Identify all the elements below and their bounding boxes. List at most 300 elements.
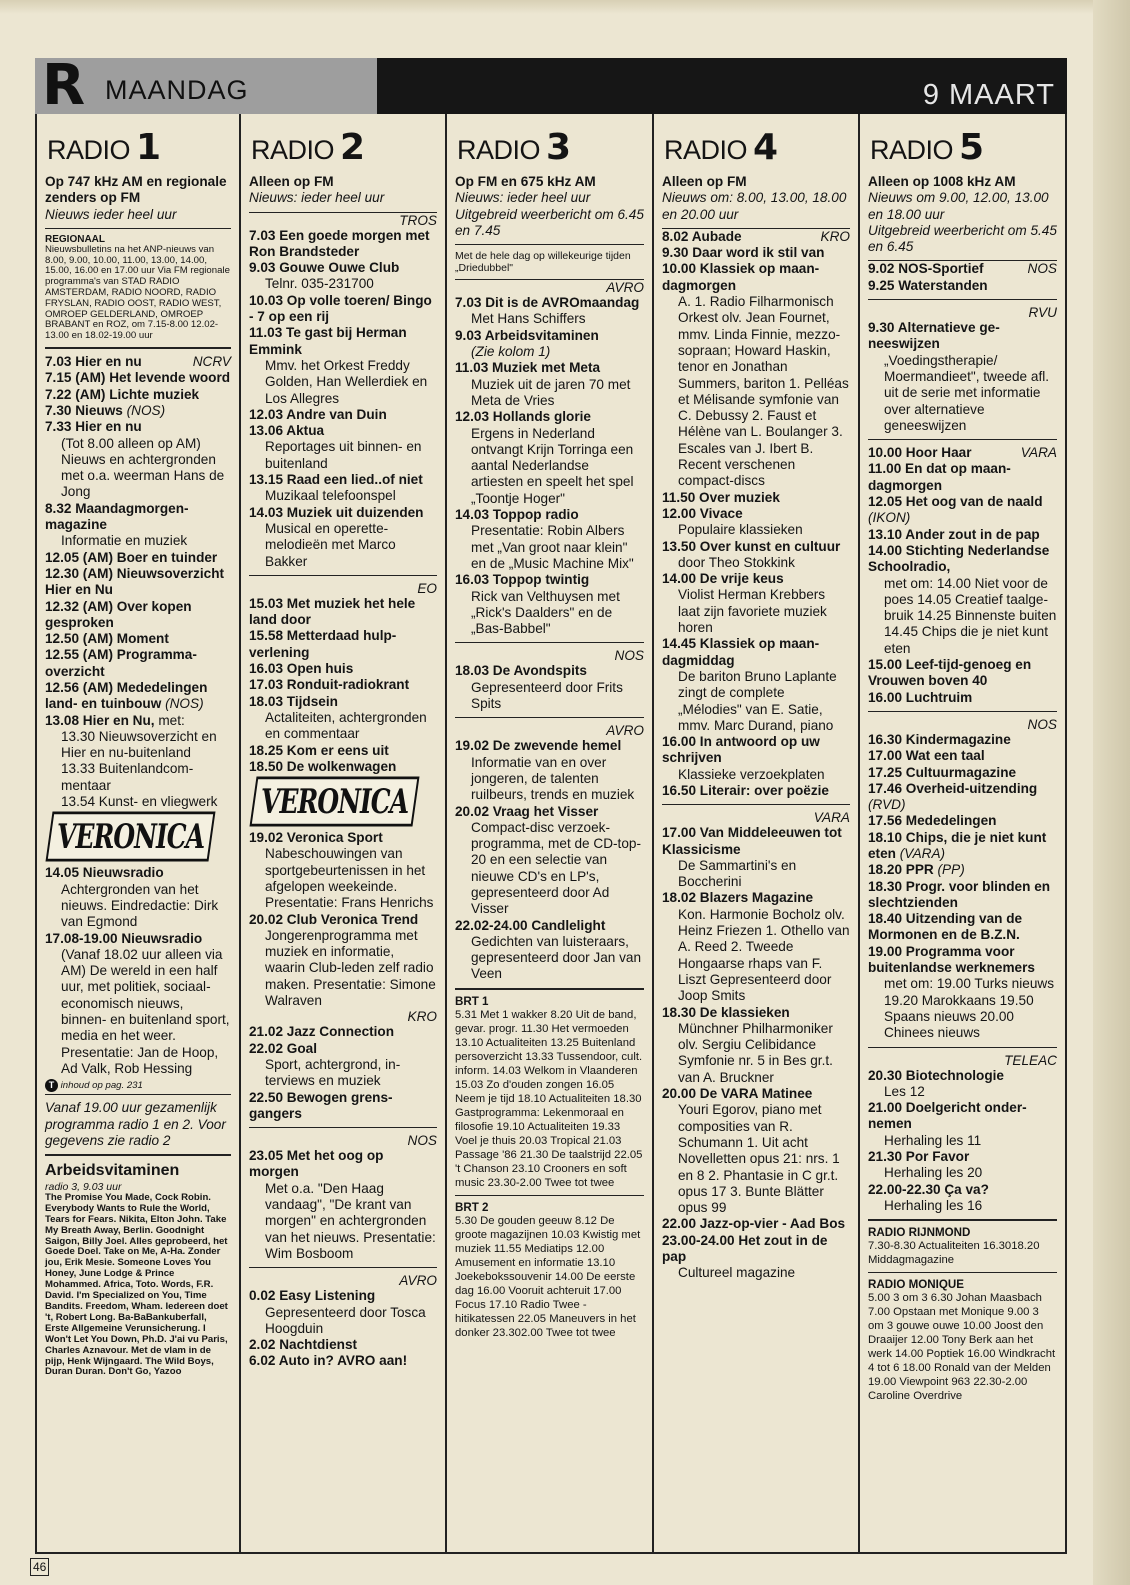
- program-item: [868, 494, 1057, 527]
- program-title: 21.02 Jazz Connection: [249, 1024, 395, 1040]
- radio-3-driedubbel-note: Met de hele dag op willekeurige tijden „Driedubbel": [455, 250, 631, 275]
- radio-5-frequency: Alleen op 1008 kHz AM: [868, 174, 1016, 189]
- program-item: [868, 527, 1057, 543]
- divider: [455, 717, 644, 718]
- program-item: [249, 1090, 437, 1123]
- radio-3-news-note: Nieuws: ieder heel uur: [455, 190, 591, 206]
- program-item: [45, 647, 231, 680]
- program-title: 17.00 Van Middeleeuwen tot Klassicisme: [662, 825, 842, 857]
- program-item: [662, 571, 850, 587]
- broadcaster-tag: TROS: [399, 212, 437, 228]
- rijnmond-heading: RADIO RIJNMOND: [868, 1226, 971, 1240]
- header-right-band: [377, 58, 1067, 114]
- program-title: 18.40 Uitzending van de Mormonen en de B.Z.N.: [868, 911, 1023, 943]
- program-item: [662, 506, 850, 522]
- divider: [45, 1154, 231, 1156]
- program-title: 15.58 Metterdaad hulpverlening: [249, 628, 397, 660]
- program-item: [455, 804, 644, 820]
- program-item: [868, 765, 1057, 781]
- program-title: 9.30 Daar word ik stil van: [662, 245, 825, 261]
- monique-heading: RADIO MONIQUE: [868, 1278, 964, 1292]
- program-title: 7.03 Dit is de AVROmaandag: [455, 295, 640, 311]
- program-title: 12.50 (AM) Moment: [45, 631, 169, 647]
- program-description: Herhaling les 16: [884, 1197, 983, 1213]
- broadcaster-tag: EO: [417, 580, 437, 596]
- radio-1-schedule: [45, 354, 231, 729]
- radio-4-schedule: [662, 229, 850, 1282]
- program-item: [868, 690, 1057, 706]
- program-item: [249, 596, 437, 629]
- program-title: 6.02 Auto in? AVRO aan!: [249, 1353, 408, 1369]
- program-description: Münchner Philharmoniker olv. Sergiu Celibidance Symfonie nr. 5 in Bes gr.t. van A. Bruckner: [678, 1020, 833, 1085]
- program-title: 18.10 Chips, die je niet kunt eten: [868, 829, 1047, 861]
- program-description: Ergens in Nederland ontvangt Krijn Torringa een aantal Nederlandse artiesten en speelt het spel „Toontje Hoger": [471, 425, 634, 506]
- divider: [455, 1195, 644, 1196]
- program-item: [249, 228, 437, 261]
- column-radio-3: [447, 114, 652, 1554]
- program-item: [249, 628, 437, 661]
- broadcaster-tag: VARA: [813, 810, 850, 826]
- program-item: [868, 879, 1057, 912]
- page-right-edge: [1093, 0, 1130, 1585]
- program-title: 22.02 Goal: [249, 1040, 318, 1056]
- radio-1-schedule-veronica: [45, 865, 231, 1077]
- program-item: [868, 862, 1057, 878]
- program-title: 16.03 Open huis: [249, 661, 354, 677]
- program-title: 17.03 Ronduit-radiokrant: [249, 677, 410, 693]
- program-title: 14.05 Nieuwsradio: [45, 865, 164, 881]
- regionaal-text: Nieuwsbulletins na het ANP-nieuws van 8.00, 9.00, 10.00, 11.00, 13.00, 14.00, 15.00, 16.00 en 17.00 uur Via FM regionale programma's van STAD RADIO AMSTERDAM, RADIO NOORD, RADIO FRYSLAN, RADIO OOST, RADIO WEST, OMROEP GELDERLAND, OMROEP BRABANT en ROZ, om 7.15-8.00 12.02-13.00 en 18.02-19.00 uur: [45, 243, 230, 342]
- program-description: Achtergronden van het nieuws. Eindredactie: Dirk van Egmond: [61, 881, 219, 930]
- program-item: [868, 813, 1057, 829]
- program-item: [249, 505, 437, 521]
- program-title: 11.00 En dat op maandagmorgen: [868, 461, 1011, 493]
- program-title: 23.05 Met het oog op morgen: [249, 1148, 384, 1180]
- program-title: 7.03 Een goede morgen met Ron Brandsteder: [249, 227, 430, 259]
- program-title: 9.03 Gouwe Ouwe Club: [249, 260, 400, 276]
- program-item: [662, 825, 850, 858]
- program-title: 12.56 (AM) Mededelingen land- en tuinbouw: [45, 680, 208, 712]
- program-item: [249, 423, 437, 439]
- program-title: 21.30 Por Favor: [868, 1149, 970, 1165]
- program-item: [455, 409, 644, 425]
- broadcaster-tag: AVRO: [606, 280, 644, 296]
- program-title: 18.20 PPR: [868, 862, 934, 878]
- arbeidsvitaminen-playlist: The Promise You Made, Cock Robin. Everybody Wants to Rule the World, Tears for Fears. Nikita, Elton John. Take My Breath Away, Berlin. Goodnight Saigon, Billy Joel. Alles geprobeerd, het Goede Doel. Take on Me, A-Ha. Zonder jou, Erik Mesie. Someone Loves You Honey, June Lodge & Prince Mohammed. Africa, Toto. Words, F.R. David. I'm Specialized on You, Time Bandits. Freedom, Wham. Iedereen doet 't, Robert Long. Ba-BaBankuberfall, Erste Allgemeine Verunsicherung. I Won't Let You Down, Ph.D. J'ai vu Paris, Charles Aznavour. Met de vlam in de pijp, Henk Wijngaard. The Wild Boys, Duran Duran. Don't Go, Yazoo: [45, 1191, 228, 1378]
- program-title: 15.03 Met muziek het hele land door: [249, 595, 416, 628]
- program-title: 19.02 Veronica Sport: [249, 830, 383, 846]
- program-item: [45, 387, 231, 403]
- program-item: [45, 550, 231, 566]
- program-item: [868, 261, 1057, 277]
- program-title: 7.22 (AM) Lichte muziek: [45, 386, 200, 402]
- program-description: Actaliteiten, achtergronden en commentaar: [265, 709, 427, 742]
- page-header: [35, 53, 1067, 118]
- program-item: [662, 783, 850, 799]
- program-item: [249, 1288, 437, 1304]
- radio-1-title: RADIO 1: [47, 127, 161, 168]
- program-item: [249, 1353, 437, 1369]
- program-description: Klassieke verzoekplaten: [678, 766, 825, 782]
- radio-1-news-note: Nieuws ieder heel uur: [45, 206, 177, 222]
- program-title: 15.00 Leef-tijd-genoeg en Vrouwen boven 40: [868, 657, 1032, 689]
- program-title: 7.15 (AM) Het levende woord: [45, 370, 231, 386]
- program-description: met om: 14.00 Niet voor de poes 14.05 Creatief taalgebruik 14.25 Binnenste buiten 14.45 Chips die je niet kunt eten: [884, 575, 1057, 656]
- radio-5-title: RADIO 5: [870, 127, 984, 168]
- program-item: [455, 507, 644, 523]
- program-title: 16.50 Literair: over poëzie: [662, 782, 829, 798]
- program-title: 18.03 Tijdsein: [249, 693, 338, 709]
- program-title: 7.03 Hier en nu: [45, 354, 142, 370]
- program-item: [45, 566, 231, 599]
- radio-4-frequency: Alleen op FM: [662, 174, 747, 189]
- program-title: 14.03 Muziek uit duizenden: [249, 504, 424, 520]
- program-item: [662, 734, 850, 767]
- program-title: 13.06 Aktua: [249, 423, 325, 439]
- program-title: 19.02 De zwevende hemel: [455, 738, 622, 754]
- program-item: [249, 1024, 437, 1040]
- program-item: [249, 830, 437, 846]
- program-item: [662, 1233, 850, 1266]
- radio-3-weather-note: Uitgebreid weerbericht om 6.45 en 7.45: [455, 206, 644, 238]
- program-item: [662, 890, 850, 906]
- program-description: „Voedingstherapie/ Moermandieet", tweede afl. uit de serie met informatie over alternatieve geneeswijzen: [884, 352, 1050, 433]
- program-title: 18.25 Kom er eens uit: [249, 742, 389, 758]
- program-item: [868, 748, 1057, 764]
- program-title: 19.00 Programma voor buitenlandse werknemers: [868, 943, 1035, 976]
- program-item: [45, 631, 231, 647]
- radio-2-news-note: Nieuws: ieder heel uur: [249, 190, 385, 206]
- program-item: [45, 419, 231, 435]
- program-item: [45, 501, 231, 534]
- program-title: 20.02 Club Veronica Trend: [249, 911, 419, 927]
- program-description: Populaire klassieken: [678, 522, 803, 538]
- divider: [868, 299, 1057, 300]
- program-item: [455, 360, 644, 376]
- program-item: [249, 694, 437, 710]
- program-title: 17.00 Wat een taal: [868, 748, 985, 764]
- divider: [45, 228, 231, 229]
- program-title: 9.30 Alternatieve geneeswijzen: [868, 320, 1000, 352]
- program-item: [662, 1005, 850, 1021]
- radio-2-title: RADIO 2: [251, 127, 365, 168]
- program-title: 18.03 De Avondspits: [455, 663, 587, 679]
- program-title: 14.45 Klassiek op maandagmiddag: [662, 636, 820, 668]
- program-item: [662, 636, 850, 669]
- program-description: Violist Herman Krebbers laat zijn favoriete muziek horen: [678, 587, 827, 636]
- program-description: Reportages uit binnen- en buitenland: [265, 439, 422, 471]
- radio-5-weather-note: Uitgebreid weerbericht om 5.45 en 6.45: [868, 222, 1057, 255]
- arbeidsvitaminen-title: Arbeidsvitaminen: [45, 1162, 180, 1180]
- program-title: 13.50 Over kunst en cultuur: [662, 538, 841, 554]
- monique-schedule: 5.00 3 om 3 6.30 Johan Maasbach 7.00 Opstaan met Monique 9.00 3 om 3 gouwe ouwe 10.00 Joost den Draaijer 12.00 Tony Berk aan het werk 14.00 Poptiek 16.00 Windkracht 4 tot 6 18.00 Ronald van der Melden 19.00 Viewpoint 963 22.30-2.00 Caroline Overdrive: [868, 1292, 1056, 1403]
- program-title: 10.03 Op volle toeren/ Bingo - 7 op een rij: [249, 292, 432, 325]
- program-title: 13.15 Raad een lied..of niet: [249, 472, 423, 488]
- broadcaster-tag: NOS: [1027, 261, 1057, 277]
- program-item: [455, 295, 644, 311]
- program-title: 18.30 De klassieken: [662, 1004, 790, 1020]
- program-item: [45, 370, 231, 386]
- program-item: [45, 403, 231, 419]
- program-title: 14.00 De vrije keus: [662, 571, 784, 587]
- program-subitem: 13.33 Buitenlandcommentaar: [61, 761, 194, 793]
- regionaal-heading: REGIONAAL: [45, 233, 105, 245]
- program-title: 16.00 Luchtruim: [868, 689, 973, 705]
- program-broadcaster: (IKON): [868, 510, 911, 526]
- divider: [868, 711, 1057, 712]
- program-item: [249, 472, 437, 488]
- program-title: 20.00 De VARA Matinee: [662, 1086, 813, 1102]
- program-title: 11.03 Te gast bij Herman Emmink: [249, 325, 407, 357]
- divider: [455, 988, 644, 990]
- program-title: 12.30 (AM) Nieuwsoverzicht Hier en Nu: [45, 565, 225, 598]
- program-description: Mmv. het Orkest Freddy Golden, Han Wellerdiek en Los Allegres: [265, 357, 428, 406]
- page-top-edge: [0, 0, 1093, 14]
- program-title: 10.00 Hoor Haar: [868, 445, 972, 461]
- program-description: De bariton Bruno Laplante zingt de complete „Mélodies" van E. Satie, mmv. Marc Durand, piano: [678, 668, 837, 733]
- brt2-schedule: 5.30 De gouden geeuw 8.12 De groote magazijnen 10.03 Kwistig met muziek 11.55 Mediatips 12.00 Amusement en informatie 13.10 Joekebokssouvenir 14.00 De eerste dag 16.00 Vooruit achteruit 17.00 Focus 17.10 Radio Twee - hitikatessen 22.05 Maneuvers in het donker 23.302.00 Twee tot twee: [455, 1214, 641, 1339]
- program-title: 0.02 Easy Listening: [249, 1288, 376, 1304]
- program-item: [868, 445, 1057, 461]
- program-item: [249, 407, 437, 423]
- program-item: [455, 328, 644, 344]
- program-title: 9.03 Arbeidsvitaminen: [455, 327, 599, 343]
- program-description: Sport, achtergrond, interviews en muziek: [265, 1056, 401, 1089]
- program-item: [868, 911, 1057, 944]
- program-title: 12.03 Hollands glorie: [455, 409, 591, 425]
- program-description: Presentatie: Robin Albers met „Van groot naar klein" en de „Music Machine Mix": [471, 523, 634, 571]
- divider: [868, 1047, 1057, 1048]
- program-title: 17.46 Overheid-uitzending: [868, 780, 1038, 796]
- program-title: 9.02 NOS-Sportief: [868, 261, 984, 277]
- program-description: (Zie kolom 1): [471, 344, 551, 360]
- program-broadcaster: (VARA): [899, 845, 946, 861]
- program-title: 22.02-24.00 Candlelight: [455, 917, 606, 933]
- program-title: 12.05 (AM) Boer en tuinder: [45, 549, 218, 565]
- divider: [868, 1272, 1057, 1273]
- program-item: [868, 732, 1057, 748]
- program-broadcaster: (PP): [937, 862, 965, 878]
- t-icon: T: [45, 1079, 58, 1092]
- program-title: 13.08 Hier en Nu,: [45, 712, 155, 728]
- program-item: [249, 912, 437, 928]
- program-title: 7.33 Hier en nu: [45, 419, 142, 435]
- program-item: [868, 657, 1057, 690]
- program-description: door Theo Stokkink: [678, 554, 795, 570]
- program-item: [662, 1216, 850, 1232]
- program-description: Herhaling les 11: [884, 1132, 982, 1148]
- program-title: 8.32 Maandagmorgenmagazine: [45, 500, 189, 533]
- rijnmond-schedule: 7.30-8.30 Actualiteiten 16.3018.20 Middagmagazine: [868, 1240, 1040, 1267]
- program-title: 14.03 Toppop radio: [455, 507, 579, 523]
- column-radio-5: [860, 114, 1065, 1554]
- program-title: 17.56 Mededelingen: [868, 813, 997, 829]
- program-item: [868, 1149, 1057, 1165]
- divider: [662, 804, 850, 805]
- header-date: 9 MAART: [922, 79, 1055, 111]
- program-title: 23.00-24.00 Het zout in de pap: [662, 1232, 828, 1264]
- program-title: 16.00 In antwoord op uw schrijven: [662, 734, 820, 766]
- header-left-band: [35, 53, 377, 118]
- program-title: 22.00 Jazz-op-vier - Aad Bos: [662, 1216, 846, 1232]
- program-description: Rick van Velthuysen met „Rick's Daalders" en de „Bas-Babbel": [471, 588, 620, 637]
- program-subitem: 13.54 Kunst- en vliegwerk: [61, 794, 218, 810]
- program-title: 7.30 Nieuws: [45, 402, 123, 418]
- program-description: Gepresenteerd door Tosca Hoogduin: [265, 1304, 426, 1336]
- program-title: 20.30 Biotechnologie: [868, 1067, 1004, 1083]
- program-description: Gepresenteerd door Frits Spits: [471, 679, 623, 712]
- page-number: 46: [30, 1558, 49, 1576]
- program-item: [868, 1068, 1057, 1084]
- program-title: 12.32 (AM) Over kopen gesproken: [45, 598, 192, 630]
- radio-letter-logo: R: [42, 53, 84, 118]
- program-item: [249, 661, 437, 677]
- program-item: [45, 865, 231, 881]
- broadcaster-tag: NOS: [1027, 716, 1057, 732]
- program-description: (Vanaf 18.02 uur alleen via AM) De wereld in een half uur, met politiek, sociaal-economisch nieuws, binnen- en buitenland sport, media en het weer. Presentatie: Jan de Hoop, Ad Valk, Rob Hessing: [61, 946, 230, 1076]
- program-title: 17.08-19.00 Nieuwsradio: [45, 930, 203, 946]
- radio-2-schedule-veronica: [249, 830, 437, 1009]
- radio-5-news-note: Nieuws om 9.00, 12.00, 13.00 en 18.00 uur: [868, 190, 1049, 222]
- divider: [249, 575, 437, 576]
- program-item: [868, 461, 1057, 494]
- program-description: Nabeschouwingen van sportgebeurtenissen in het afgelopen weekeinde. Presentatie: Frans Henrichs: [265, 846, 434, 911]
- arbeidsvitaminen-subtitle: radio 3, 9.03 uur: [45, 1181, 122, 1194]
- program-description: Cultureel magazine: [678, 1265, 796, 1281]
- divider: [45, 1094, 231, 1095]
- program-description: Met o.a. "Den Haag vandaag", "De krant van morgen" en achtergronden van het nieuws. Presentatie: Wim Bosboom: [265, 1180, 436, 1261]
- program-note: met:: [158, 712, 185, 728]
- program-description: Informatie en muziek: [61, 533, 188, 549]
- program-title: 20.02 Vraag het Visser: [455, 803, 599, 819]
- divider: [455, 642, 644, 643]
- program-description: Jongerenprogramma met muziek en informatie, waarin Club-leden zelf radio maken. Presentatie: Simone Walraven: [265, 927, 436, 1009]
- program-item: [662, 490, 850, 506]
- program-description: Kon. Harmonie Bocholz olv. Heinz Friezen 1. Othello van A. Reed 2. Tweede Hongaarse rhaps van F. Liszt Gepresenteerd door Joop Smits: [678, 906, 850, 1004]
- broadcaster-tag: NOS: [407, 1133, 437, 1149]
- program-title: 10.00 Klassiek op maandagmorgen: [662, 261, 820, 293]
- divider: [868, 439, 1057, 440]
- program-title: 16.03 Toppop twintig: [455, 572, 590, 588]
- radio-4-news-note: Nieuws om: 8.00, 13.00, 18.00 en 20.00 uur: [662, 190, 847, 222]
- program-title: 12.05 Het oog van de naald: [868, 494, 1043, 510]
- divider: [45, 347, 231, 349]
- program-title: 12.55 (AM) Programmaoverzicht: [45, 647, 197, 679]
- program-item: [868, 830, 1057, 863]
- program-title: 11.50 Over muziek: [662, 489, 780, 505]
- program-title: 18.50 De wolkenwagen: [249, 758, 397, 774]
- program-item: [45, 931, 231, 947]
- program-title: 2.02 Nachtdienst: [249, 1337, 358, 1353]
- divider: [868, 1219, 1057, 1221]
- program-title: 17.25 Cultuurmagazine: [868, 764, 1017, 780]
- program-item: [45, 713, 231, 729]
- radio-5-schedule: [868, 261, 1057, 1214]
- radio-2-frequency: Alleen op FM: [249, 174, 334, 189]
- program-item: [249, 293, 437, 326]
- program-item: [868, 278, 1057, 294]
- program-item: [868, 944, 1057, 977]
- radio-1-evening-note: Vanaf 19.00 uur gezamenlijk programma radio 1 en 2. Voor gegevens zie radio 2: [45, 1100, 226, 1148]
- program-description: De Sammartini's en Boccherini: [678, 857, 797, 890]
- header-day: MAANDAG: [105, 75, 249, 105]
- program-item: [249, 325, 437, 358]
- program-description: Muzikaal telefoonspel: [265, 488, 396, 504]
- program-description: (Tot 8.00 alleen op AM) Nieuws en achtergronden met o.a. weerman Hans de Jong: [61, 435, 225, 500]
- column-radio-4: [654, 114, 858, 1554]
- program-item: [455, 572, 644, 588]
- program-item: [868, 543, 1057, 576]
- program-item: [249, 1148, 437, 1181]
- program-item: [249, 1041, 437, 1057]
- program-title: 8.02 Aubade: [662, 228, 742, 244]
- broadcaster-tag: NOS: [614, 648, 644, 664]
- broadcaster-tag: TELEAC: [1004, 1052, 1057, 1068]
- program-title: 9.25 Waterstanden: [868, 277, 988, 293]
- program-description: A. 1. Radio Filharmonisch Orkest olv. Jean Fournet, mmv. Linda Finnie, mezzo-sopraan; Howard Haskin, tenor en Jonathan Summers, bariton 1. Pelléas et Mélisande symfonie van C. Debussy 2. Faust et Hélène van L. Boulanger 3. Escales van J. Ibert B. Recent verschenen compact-discs: [678, 294, 849, 489]
- page-reference: T inhoud op pag. 231: [45, 1079, 231, 1092]
- program-subitem: 13.30 Nieuwsoverzicht en Hier en nu-buitenland: [61, 728, 217, 761]
- program-broadcaster: (NOS): [126, 402, 166, 418]
- program-title: 18.30 Progr. voor blinden en slechtzienden: [868, 878, 1051, 910]
- program-item: [249, 743, 437, 759]
- program-item: [455, 663, 644, 679]
- brt2-heading: BRT 2: [455, 1200, 489, 1214]
- program-title: 12.00 Vivace: [662, 505, 743, 521]
- divider: [249, 1267, 437, 1268]
- program-item: [868, 781, 1057, 814]
- broadcaster-tag: AVRO: [399, 1273, 437, 1289]
- radio-1-subitems: [45, 729, 231, 810]
- program-description: Compact-disc verzoekprogramma, met de CD-top-20 en een selectie van nieuwe CD's en LP's, gepresenteerd door Ad Visser: [471, 819, 641, 917]
- veronica-logo: VERONICA: [49, 818, 231, 855]
- radio-3-title: RADIO 3: [457, 127, 571, 168]
- program-item: [662, 229, 850, 245]
- program-title: 12.03 Andre van Duin: [249, 406, 387, 422]
- radio-1-frequency: Op 747 kHz AM en regionale zenders op FM: [45, 174, 227, 206]
- program-item: [45, 680, 231, 713]
- broadcaster-tag: AVRO: [606, 723, 644, 739]
- program-description: Herhaling les 20: [884, 1165, 983, 1181]
- brt1-heading: BRT 1: [455, 994, 489, 1008]
- broadcaster-tag: NCRV: [192, 354, 231, 370]
- broadcaster-tag: KRO: [407, 1009, 437, 1025]
- program-item: [249, 1337, 437, 1353]
- program-item: [45, 354, 231, 370]
- brt1-schedule: 5.31 Met 1 wakker 8.20 Uit de band, gevar. progr. 11.30 Het vermoeden 13.10 Actualiteiten 13.25 Buitenland persoverzicht 13.33 Tussendoor, cult. inform. 14.03 Welkom in Vlaanderen 15.03 Zo d'ouden zongen 16.05 Neem je tijd 18.10 Actualiteiten 18.30 Gastprogramma: Lekenmoraal en filosofie 19.10 Actualiteiten 19.33 Voel je thuis 20.03 Tropical 21.03 Passage '86 21.30 De taalstrijd 22.05 't Chanson 23.10 Crooners en soft music 23.30-2.00 Twee tot twee: [455, 1008, 643, 1189]
- program-description: met om: 19.00 Turks nieuws 19.20 Marokkaans 19.50 Spaans nieuws 20.00 Chinees nieuws: [884, 976, 1054, 1041]
- program-item: [662, 539, 850, 555]
- program-description: Telnr. 035-231700: [265, 276, 374, 292]
- radio-2-schedule-night: [249, 1009, 437, 1369]
- program-description: Informatie van en over jongeren, de talenten ruilbeurs, trends en muziek: [471, 754, 635, 803]
- column-radio-1: [37, 114, 239, 1554]
- divider: [455, 244, 644, 245]
- program-item: [249, 677, 437, 693]
- program-item: [45, 599, 231, 632]
- program-item: [455, 918, 644, 934]
- program-description: Youri Egorov, piano met composities van R. Schumann 1. Uit acht Novelletten opus 21: nrs. 1 en 8 2. Phantasie in C gr.t. opus 17 3. Bunte Blätter opus 99: [678, 1102, 840, 1216]
- program-item: [249, 759, 437, 775]
- program-item: [868, 1182, 1057, 1198]
- program-item: [662, 261, 850, 294]
- program-item: [868, 320, 1057, 353]
- program-item: [868, 1100, 1057, 1133]
- program-description: Les 12: [884, 1083, 925, 1099]
- program-item: [662, 1086, 850, 1102]
- program-title: 16.30 Kindermagazine: [868, 731, 1011, 747]
- program-description: Muziek uit de jaren 70 met Meta de Vries: [471, 376, 631, 408]
